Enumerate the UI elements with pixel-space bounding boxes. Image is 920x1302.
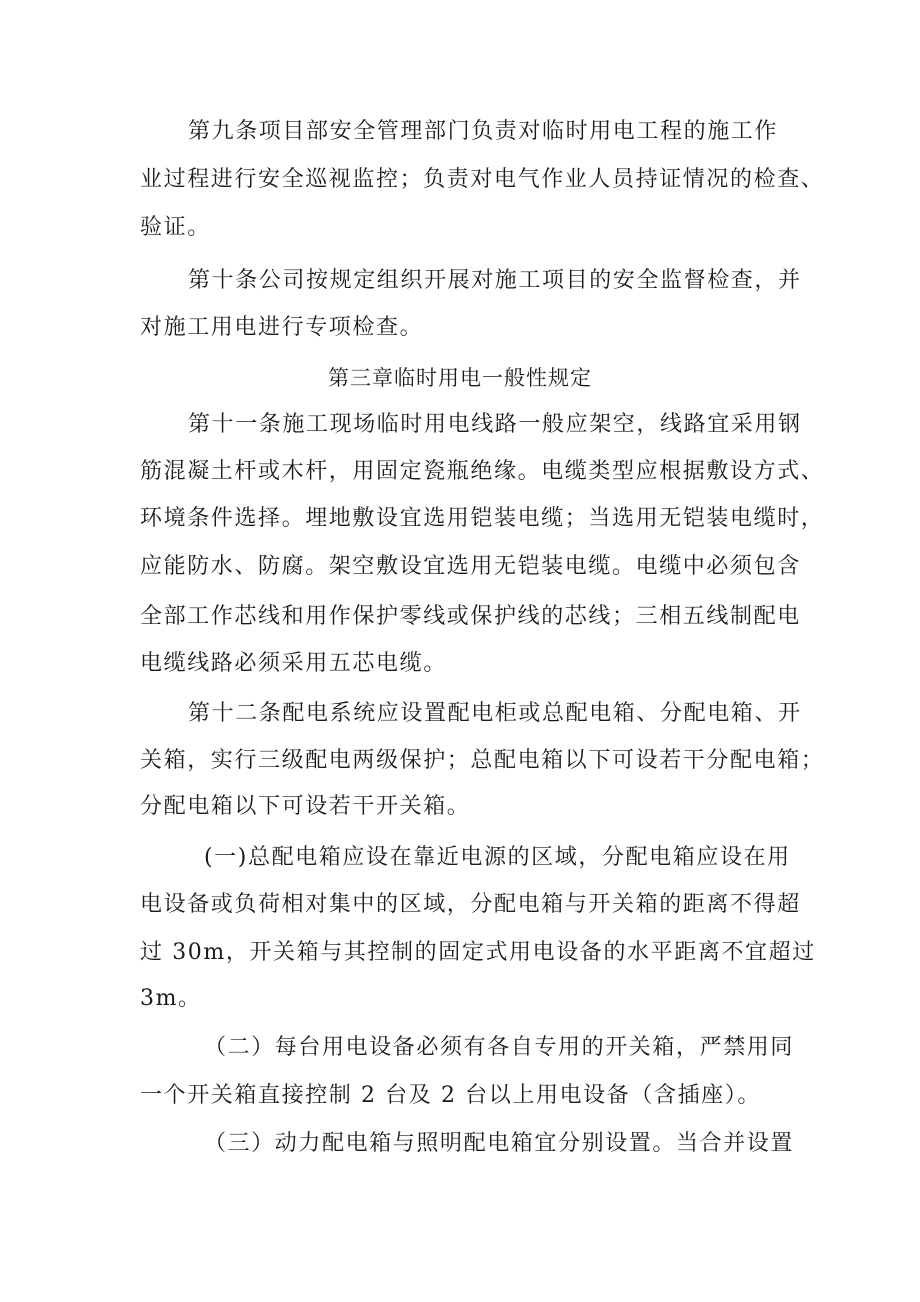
article-11-line-3: 环境条件选择。埋地敷设宜选用铠装电缆；当选用无铠装电缆时， [140,506,825,531]
item-1-line-3: 过 30m，开关箱与其控制的固定式用电设备的水平距离不宜超过 [140,940,816,965]
article-11-line-1: 第十一条施工现场临时用电线路一般应架空，线路宜采用钢 [188,412,802,437]
item-2-line-1: （二）每台用电设备必须有各自专用的开关箱，严禁用同 [204,1035,795,1060]
item-3-line-1: （三）动力配电箱与照明配电箱宜分别设置。当合并设置 [204,1131,795,1156]
article-9-line-1: 第九条项目部安全管理部门负责对临时用电工程的施工作 [188,119,779,144]
article-12-line-1: 第十二条配电系统应设置配电柜或总配电箱、分配电箱、开 [188,701,802,726]
item-1-line-2: 电设备或负荷相对集中的区域，分配电箱与开关箱的距离不得超 [140,892,801,917]
article-11-line-5: 全部工作芯线和用作保护零线或保护线的芯线；三相五线制配电 [140,604,801,629]
item-1-line-4: 3m。 [140,986,202,1011]
article-11-line-6: 电缆线路必须采用五芯电缆。 [140,651,447,676]
article-9-line-2: 业过程进行安全巡视监控；负责对电气作业人员持证情况的检查、 [140,167,825,192]
article-11-line-4: 应能防水、防腐。架空敷设宜选用无铠装电缆。电缆中必须包含 [140,554,801,579]
item-1-line-1: (一)总配电箱应设在靠近电源的区域，分配电箱应设在用 [204,845,791,870]
article-10-line-2: 对施工用电进行专项检查。 [140,315,424,340]
article-12-line-3: 分配电箱以下可设若干开关箱。 [140,794,471,819]
item-2-line-2: 一个开关箱直接控制 2 台及 2 台以上用电设备（含插座）。 [140,1083,761,1108]
article-11-line-2: 筋混凝土杆或木杆，用固定瓷瓶绝缘。电缆类型应根据敷设方式、 [140,459,825,484]
article-12-line-2: 关箱，实行三级配电两级保护；总配电箱以下可设若干分配电箱； [140,748,825,773]
article-10-line-1: 第十条公司按规定组织开展对施工项目的安全监督检查，并 [188,268,802,293]
chapter-3-heading: 第三章临时用电一般性规定 [328,366,592,390]
article-9-line-3: 验证。 [140,215,211,240]
